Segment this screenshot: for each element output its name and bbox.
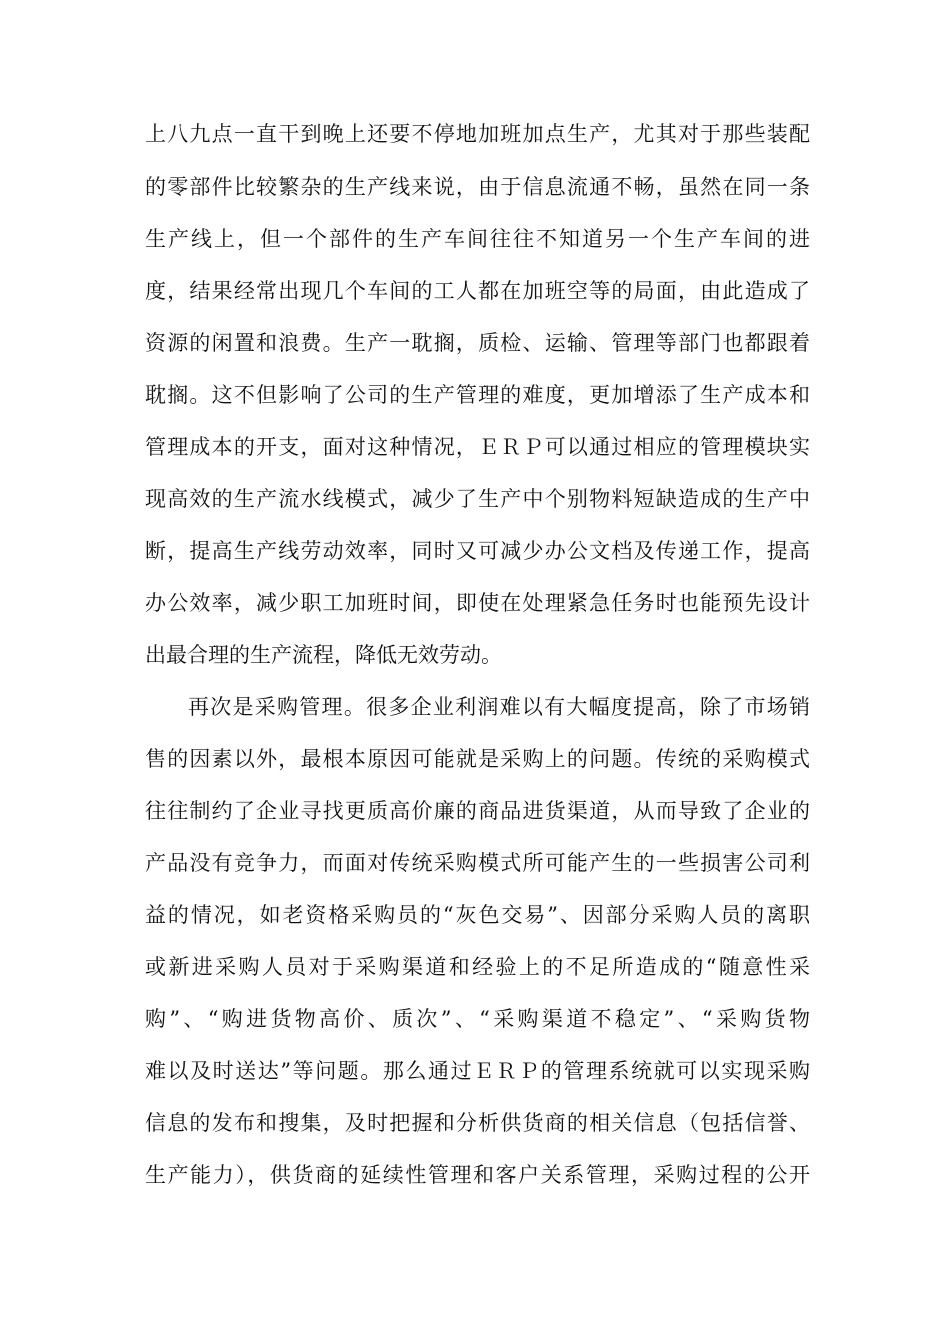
text-line: 上八九点一直干到晚上还要不停地加班加点生产，尤其对于那些装配 <box>145 122 810 146</box>
text-line: 产品没有竞争力，而面对传统采购模式所可能产生的一些损害公司利 <box>145 851 810 875</box>
text-line: 出最合理的生产流程，降低无效劳动。 <box>145 643 502 667</box>
text-line: 购”、“购进货物高价、质次”、“采购渠道不稳定”、“采购货物 <box>145 1007 810 1031</box>
text-line: 益的情况，如老资格采购员的“灰色交易”、因部分采购人员的离职 <box>145 903 810 927</box>
text-line: 难以及时送达”等问题。那么通过ＥＲＰ的管理系统就可以实现采购 <box>145 1059 810 1083</box>
text-line: 或新进采购人员对于采购渠道和经验上的不足所造成的“随意性采 <box>145 955 810 979</box>
text-line: 售的因素以外，最根本原因可能就是采购上的问题。传统的采购模式 <box>145 747 810 771</box>
text-line: 生产能力），供货商的延续性管理和客户关系管理，采购过程的公开 <box>145 1163 810 1187</box>
text-line: 信息的发布和搜集，及时把握和分析供货商的相关信息（包括信誉、 <box>145 1111 810 1135</box>
text-line: 往往制约了企业寻找更质高价廉的商品进货渠道，从而导致了企业的 <box>145 799 810 823</box>
text-line: 的零部件比较繁杂的生产线来说，由于信息流通不畅，虽然在同一条 <box>145 175 810 199</box>
text-line: 断，提高生产线劳动效率，同时又可减少办公文档及传递工作，提高 <box>145 539 810 563</box>
text-line: 资源的闲置和浪费。生产一耽搁，质检、运输、管理等部门也都跟着 <box>145 331 810 355</box>
text-line: 现高效的生产流水线模式，减少了生产中个别物料短缺造成的生产中 <box>145 487 810 511</box>
text-line: 度，结果经常出现几个车间的工人都在加班空等的局面，由此造成了 <box>145 279 810 303</box>
text-line: 生产线上，但一个部件的生产车间往往不知道另一个生产车间的进 <box>145 227 810 251</box>
text-line: 办公效率，减少职工加班时间，即使在处理紧急任务时也能预先设计 <box>145 591 810 615</box>
text-line: 耽搁。这不但影响了公司的生产管理的难度，更加增添了生产成本和 <box>145 383 810 407</box>
text-line: 再次是采购管理。很多企业利润难以有大幅度提高，除了市场销 <box>188 695 810 719</box>
text-line: 管理成本的开支，面对这种情况，ＥＲＰ可以通过相应的管理模块实 <box>145 435 810 459</box>
